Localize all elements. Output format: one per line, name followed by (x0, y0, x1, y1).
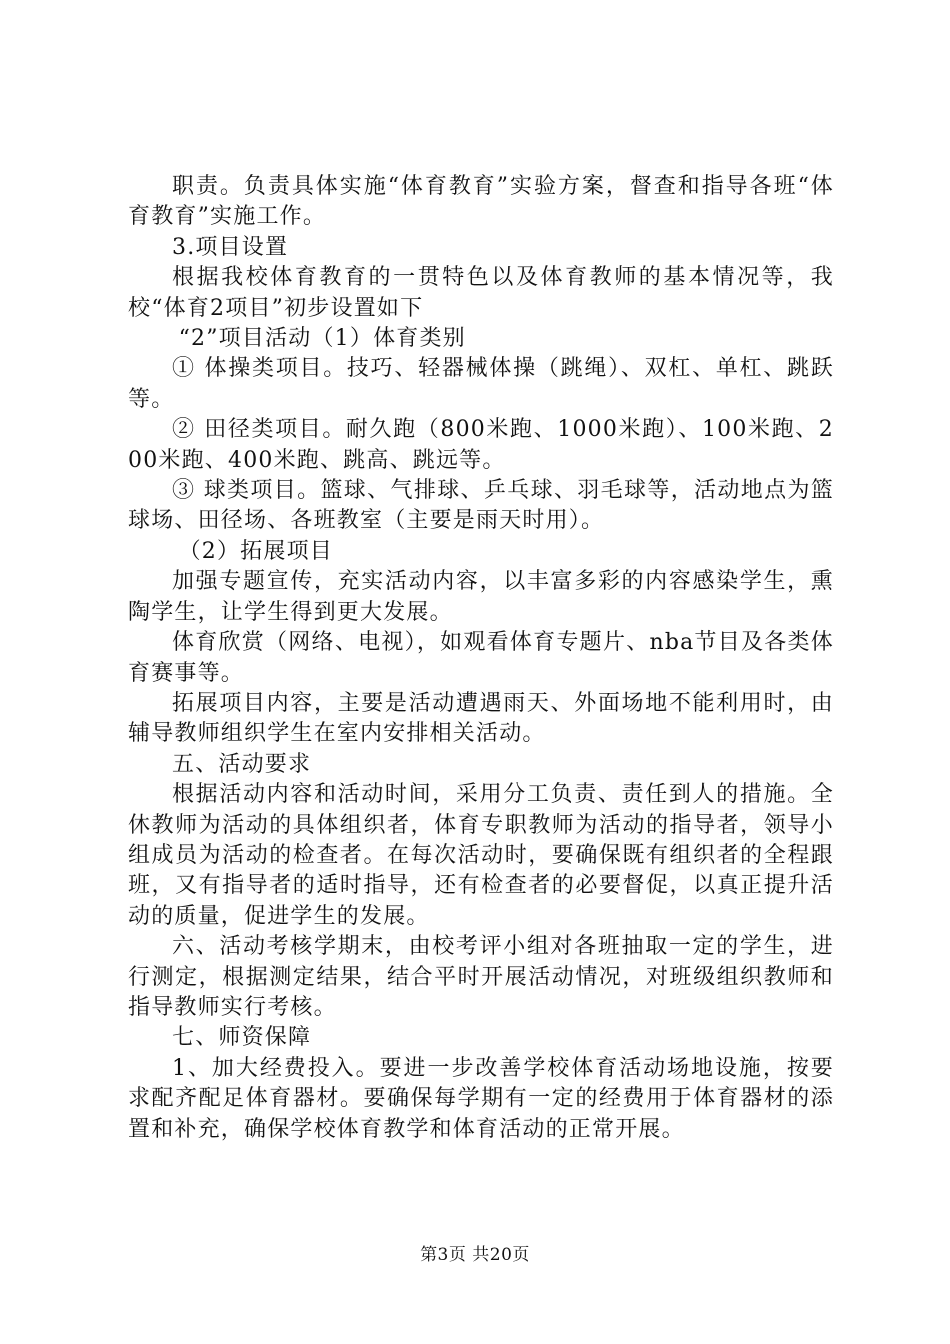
paragraph-assessment: 六、活动考核学期末，由校考评小组对各班抽取一定的学生，进行测定，根据测定结果，结合平时开展活动情况，对班级组织教师和指导教师实行考核。 (128, 934, 834, 1020)
paragraph-publicity: 加强专题宣传，充实活动内容，以丰富多彩的内容感染学生，熏陶学生，让学生得到更大发展。 (128, 569, 834, 625)
heading-extended-projects: （2）拓展项目 (178, 538, 333, 564)
list-item-ball-games: ③ 球类项目。篮球、气排球、乒乓球、羽毛球等，活动地点为篮球场、田径场、各班教室（主要是雨天时用）。 (128, 478, 834, 534)
paragraph-extended-content: 拓展项目内容，主要是活动遭遇雨天、外面场地不能利用时，由辅导教师组织学生在室内安排相关活动。 (128, 690, 834, 747)
paragraph-project-intro: 根据我校体育教育的一贯特色以及体育教师的基本情况等，我校“体育2项目”初步设置如下 (128, 265, 834, 321)
page-number-footer: 第3页 共20页 (420, 1245, 530, 1265)
document-body (128, 172, 834, 1145)
heading-sports-category: “2”项目活动（1）体育类别 (178, 326, 466, 352)
list-item-track-field: ② 田径类项目。耐久跑（800米跑、1000米跑）、100米跑、200米跑、400米跑、跳高、跳远等。 (128, 417, 834, 473)
paragraph-duties: 职责。负责具体实施“体育教育”实验方案，督查和指导各班“体育教育”实施工作。 (128, 174, 834, 230)
paragraph-sports-appreciation: 体育欣赏（网络、电视），如观看体育专题片、nba节目及各类体育赛事等。 (128, 630, 834, 686)
paragraph-funding: 1、加大经费投入。要进一步改善学校体育活动场地设施，按要求配齐配足体育器材。要确保每学期有一定的经费用于体育器材的添置和补充，确保学校体育教学和体育活动的正常开展。 (128, 1055, 834, 1142)
heading-activity-requirements: 五、活动要求 (172, 751, 312, 777)
list-item-gymnastics: ① 体操类项目。技巧、轻器械体操（跳绳）、双杠、单杠、跳跃等。 (128, 356, 834, 412)
heading-teacher-support: 七、师资保障 (172, 1025, 312, 1051)
heading-project-setup: 3.项目设置 (172, 234, 289, 260)
paragraph-requirements: 根据活动内容和活动时间，采用分工负责、责任到人的措施。全休教师为活动的具体组织者，体育专职教师为活动的指导者，领导小组成员为活动的检查者。在每次活动时，要确保既有组织者的全程跟班，又有指导者的适时指导，还有检查者的必要督促，以真正提升活动的质量，促进学生的发展。 (128, 782, 834, 929)
